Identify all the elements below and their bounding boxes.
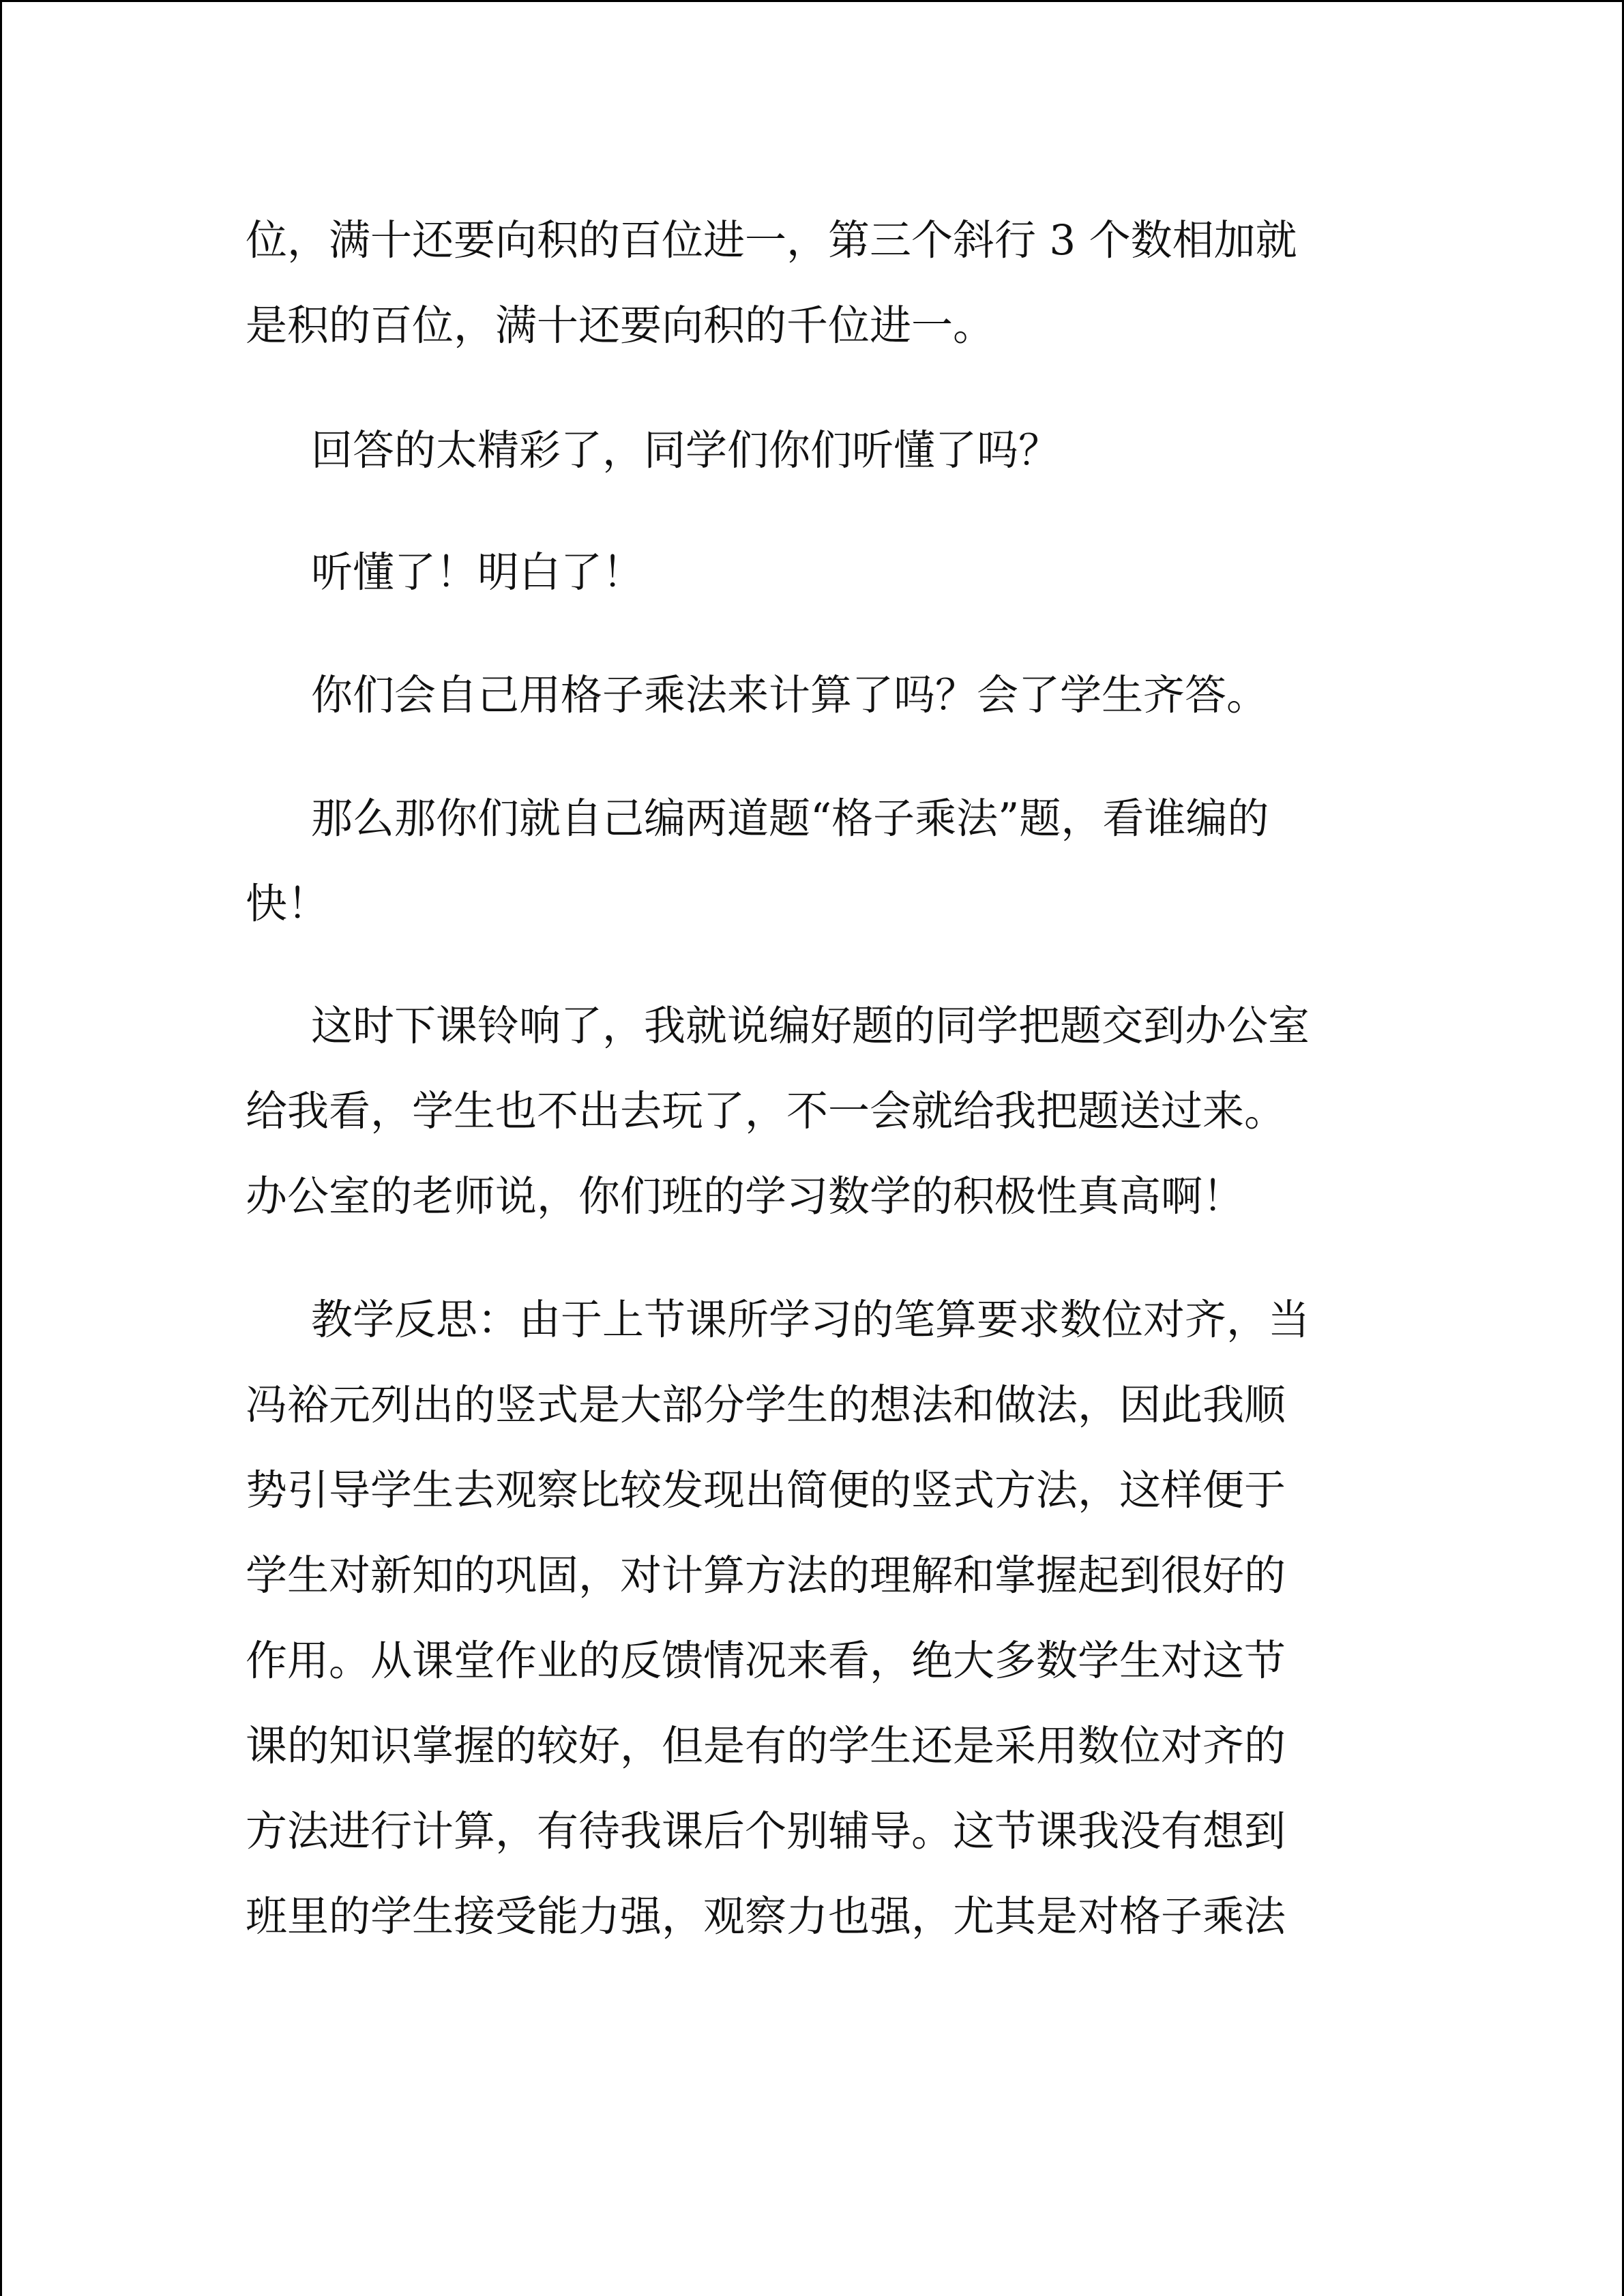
text-line: 给我看，学生也不出去玩了，不一会就给我把题送过来。 (246, 1087, 1286, 1135)
text-line: 学生对新知的巩固，对计算方法的理解和掌握起到很好的 (246, 1551, 1286, 1600)
text-line: 那么那你们就自己编两道题“格子乘法”题，看谁编的 (311, 794, 1269, 843)
text-line: 方法进行计算，有待我课后个别辅导。这节课我没有想到 (246, 1807, 1286, 1855)
text-line: 回答的太精彩了，同学们你们听懂了吗？ (311, 426, 1061, 475)
text-line: 听懂了！明白了！ (311, 548, 645, 597)
text-line: 班里的学生接受能力强，观察力也强，尤其是对格子乘法 (246, 1892, 1286, 1941)
text-line: 快！ (246, 880, 329, 928)
text-line: 课的知识掌握的较好，但是有的学生还是采用数位对齐的 (246, 1722, 1286, 1770)
text-line: 位，满十还要向积的百位进一，第三个斜行 3 个数相加就 (246, 216, 1297, 265)
text-line: 势引导学生去观察比较发现出简便的竖式方法，这样便于 (246, 1466, 1286, 1515)
text-line: 这时下课铃响了，我就说编好题的同学把题交到办公室 (311, 1002, 1310, 1050)
text-line: 教学反思：由于上节课所学习的笔算要求数位对齐，当 (311, 1296, 1310, 1344)
text-line: 作用。从课堂作业的反馈情况来看，绝大多数学生对这节 (246, 1637, 1286, 1685)
text-line: 你们会自己用格子乘法来计算了吗？会了学生齐答。 (311, 671, 1269, 719)
text-line: 冯裕元列出的竖式是大部分学生的想法和做法，因此我顺 (246, 1381, 1286, 1429)
text-line: 办公室的老师说，你们班的学习数学的积极性真高啊！ (246, 1172, 1245, 1221)
text-line: 是积的百位，满十还要向积的千位进一。 (246, 301, 995, 350)
